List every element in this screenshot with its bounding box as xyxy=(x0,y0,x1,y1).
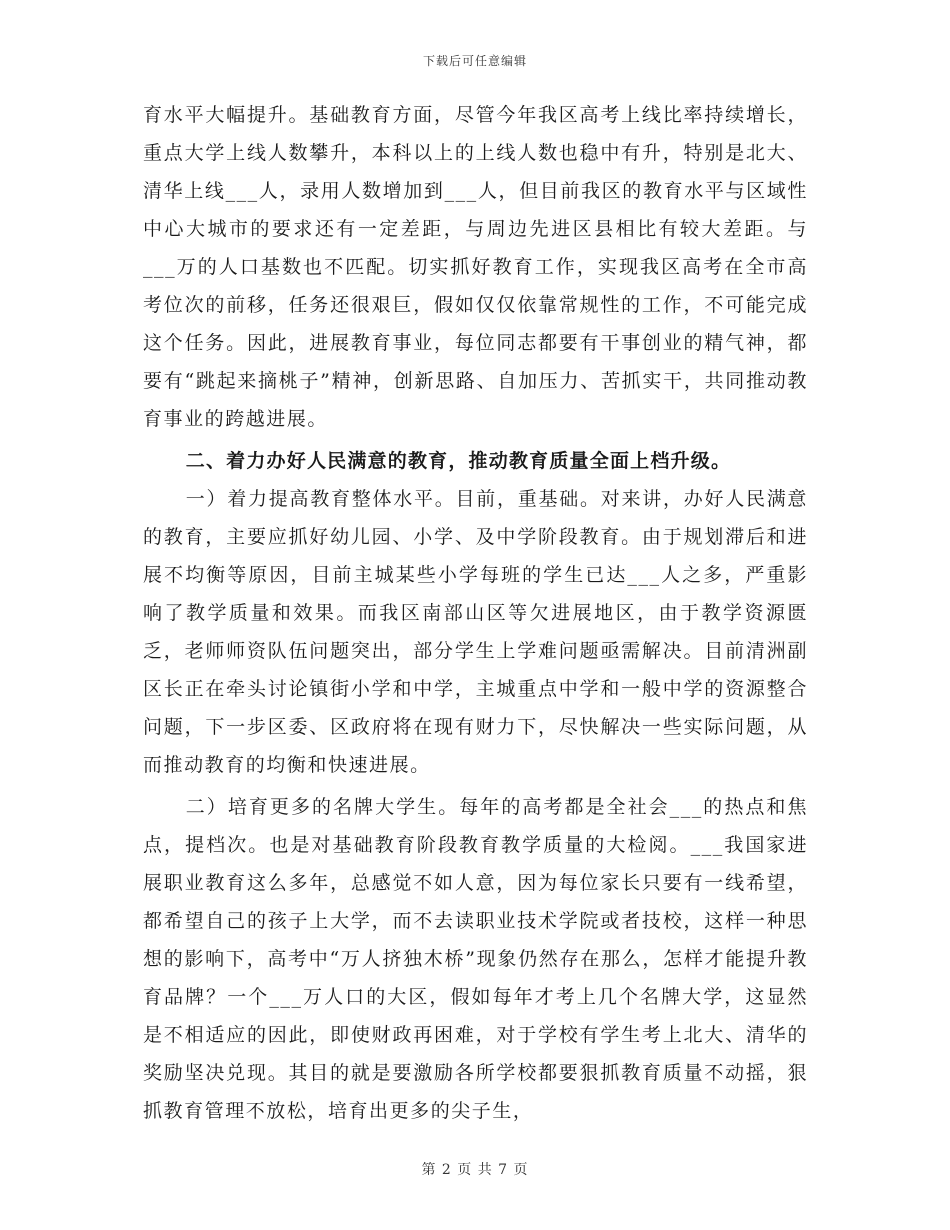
section-heading: 二、着力办好人民满意的教育，推动教育质量全面上档升级。 xyxy=(185,450,732,472)
page-header: 下载后可任意编辑 xyxy=(422,54,527,68)
document-body xyxy=(143,96,808,1130)
paragraph-subsection-1: 一）着力提高教育整体水平。目前，重基础。对来讲，办好人民满意的教育，主要应抓好幼儿园、小学、及中学阶段教育。由于规划滞后和进展不均衡等原因，目前主城某些小学每班的学生已达___人之多，严重影响了教学质量和效果。而我区南部山区等欠进展地区，由于教学资源匮乏，老师师资队伍问题突出，部分学生上学难问题亟需解决。目前清洲副区长正在牵头讨论镇街小学和中学，主城重点中学和一般中学的资源整合问题，下一步区委、区政府将在现有财力下，尽快解决一些实际问题，从而推动教育的均衡和快速进展。 xyxy=(143,488,808,776)
page-footer: 第 2 页 共 7 页 xyxy=(421,1162,529,1178)
paragraph-subsection-2: 二）培育更多的名牌大学生。每年的高考都是全社会___的热点和焦点，提档次。也是对基础教育阶段教育教学质量的大检阅。___我国家进展职业教育这么多年，总感觉不如人意，因为每位家长只要有一线希望，都希望自己的孩子上大学，而不去读职业技术学院或者技校，这样一种思想的影响下，高考中“万人挤独木桥”现象仍然存在那么，怎样才能提升教育品牌？一个___万人口的大区，假如每年才考上几个名牌大学，这显然是不相适应的因此，即使财政再困难，对于学校有学生考上北大、清华的奖励坚决兑现。其目的就是要激励各所学校都要狠抓教育质量不动摇，狠抓教育管理不放松，培育出更多的尖子生， xyxy=(143,796,808,1122)
paragraph-continued: 育水平大幅提升。基础教育方面，尽管今年我区高考上线比率持续增长，重点大学上线人数攀升，本科以上的上线人数也稳中有升，特别是北大、清华上线___人，录用人数增加到___人，但目前我区的教育水平与区域性中心大城市的要求还有一定差距，与周边先进区县相比有较大差距。与___万的人口基数也不匹配。切实抓好教育工作，实现我区高考在全市高考位次的前移，任务还很艰巨，假如仅仅依靠常规性的工作，不可能完成这个任务。因此，进展教育事业，每位同志都要有干事创业的精气神，都要有“跳起来摘桃子”精神，创新思路、自加压力、苦抓实干，共同推动教育事业的跨越进展。 xyxy=(143,104,808,430)
